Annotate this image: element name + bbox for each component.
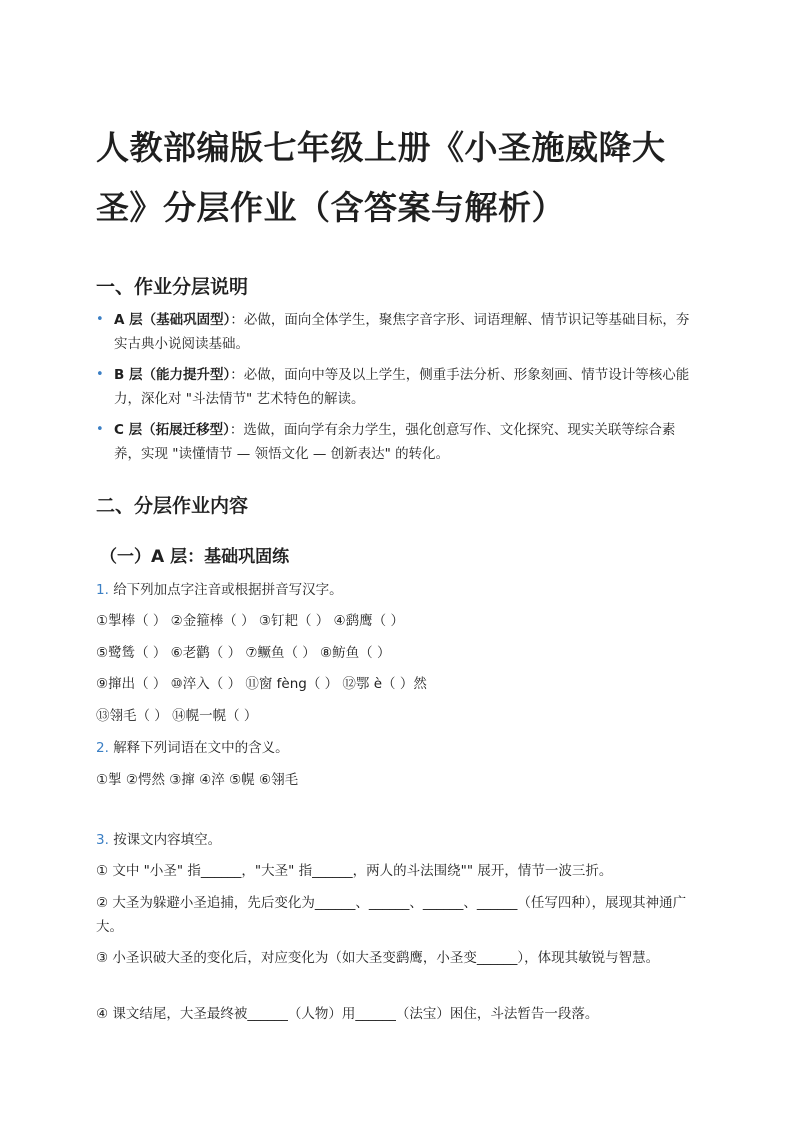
q3-item-4: ④ 课文结尾，大圣最终被______（人物）用______（法宝）困住，斗法暂告一段落。 [96, 1006, 599, 1022]
bullet-label: A 层（基础巩固型） [114, 312, 231, 328]
bullet-text: ：选做，面向学有余力学生，强化创意写作、文化探究、现实关联等综合素养，实现 "读懂情节 — 领悟文化 — 创新表达" 的转化。 [114, 422, 676, 462]
bullet-dot-icon: • [96, 367, 104, 382]
list-item [96, 418, 698, 466]
question-number: 1. [96, 582, 109, 598]
question-1 [96, 578, 702, 602]
q3-item-2: ② 大圣为躲避小圣追捕，先后变化为______、______、______、______（任写四种），展现其神通广大。 [96, 895, 687, 935]
bullet-text: ：必做，面向中等及以上学生，侧重手法分析、形象刻画、情节设计等核心能力，深化对 "斗法情节" 艺术特色的解读。 [114, 367, 690, 407]
bullet-dot-icon: • [96, 422, 104, 437]
bullet-dot-icon: • [96, 312, 104, 327]
bullet-label: B 层（能力提升型） [114, 367, 231, 383]
question-number: 2. [96, 740, 109, 756]
bullet-label: C 层（拓展迁移型） [114, 422, 230, 438]
q1-row-2: ⑤鹭鸶（ ） ⑥老鹳（ ） ⑦鳜鱼（ ） ⑧鲂鱼（ ） [96, 645, 391, 661]
question-3 [96, 828, 702, 852]
document-title: 人教部编版七年级上册《小圣施威降大圣》分层作业（含答案与解析） [96, 128, 666, 227]
question-text: 按课文内容填空。 [113, 832, 222, 848]
question-number: 3. [96, 832, 109, 848]
q3-item-1: ① 文中 "小圣" 指______，"大圣" 指______，两人的斗法围绕"" 展开，情节一波三折。 [96, 863, 613, 879]
q1-row-3: ⑨撺出（ ） ⑩淬入（ ） ⑪窗 fèng（ ） ⑫鄂 è（ ）然 [96, 676, 427, 692]
q3-item-3: ③ 小圣识破大圣的变化后，对应变化为（如大圣变鹞鹰，小圣变______），体现其敏锐与智慧。 [96, 950, 660, 966]
bullet-text: ：必做，面向全体学生，聚焦字音字形、词语理解、情节识记等基础目标，夯实古典小说阅读基础。 [114, 312, 690, 352]
list-item [96, 308, 698, 356]
section-heading-content: 二、分层作业内容 [96, 495, 249, 517]
q1-row-4: ⑬翎毛（ ） ⑭幌一幌（ ） [96, 708, 258, 724]
question-2 [96, 736, 702, 760]
layer-explanation-list [96, 308, 698, 473]
q2-row: ①掣 ②愕然 ③撺 ④淬 ⑤幌 ⑥翎毛 [96, 772, 299, 788]
section-heading-explanation: 一、作业分层说明 [96, 276, 249, 298]
list-item [96, 363, 698, 411]
question-text: 解释下列词语在文中的含义。 [113, 740, 289, 756]
question-text: 给下列加点字注音或根据拼音写汉字。 [113, 582, 343, 598]
q1-row-1: ①掣棒（ ） ②金箍棒（ ） ③钉耙（ ） ④鹞鹰（ ） [96, 613, 404, 629]
sub-heading-a-layer: （一）A 层：基础巩固练 [100, 547, 290, 567]
